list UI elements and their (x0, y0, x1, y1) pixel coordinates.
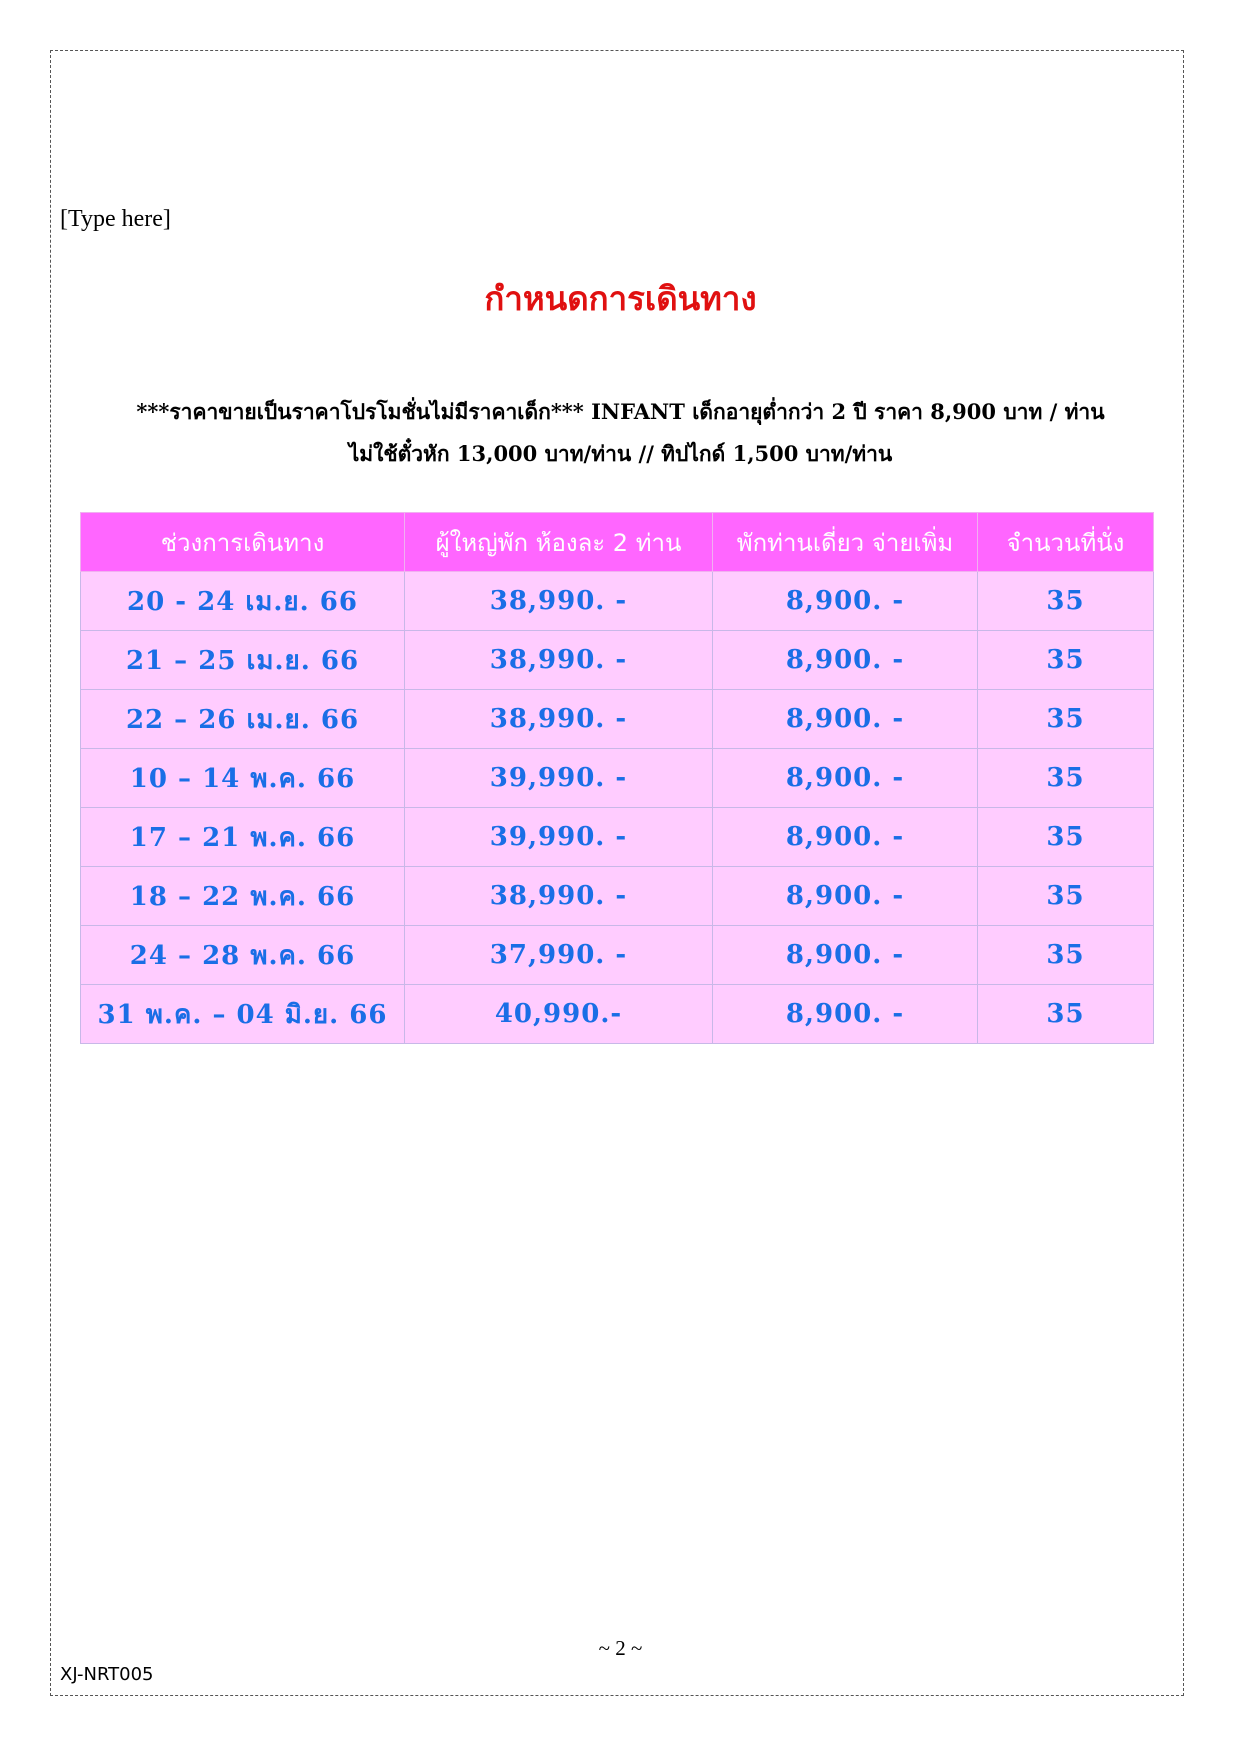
single-supplement-cell: 8,900. - (713, 926, 978, 985)
adult-price-cell: 38,990. - (405, 572, 713, 631)
table-row (81, 808, 1154, 867)
travel-period-cell: 20 - 24 เม.ย. 66 (81, 572, 405, 631)
single-supplement-cell: 8,900. - (713, 985, 978, 1044)
table-row (81, 690, 1154, 749)
column-header-seats: จำนวนที่นั่ง (978, 513, 1154, 572)
adult-price-cell: 38,990. - (405, 631, 713, 690)
table-row (81, 867, 1154, 926)
single-supplement-cell: 8,900. - (713, 690, 978, 749)
header-placeholder[interactable]: [Type here] (60, 206, 171, 232)
travel-period-cell: 17 – 21 พ.ค. 66 (81, 808, 405, 867)
table-row (81, 572, 1154, 631)
adult-price-cell: 39,990. - (405, 749, 713, 808)
single-supplement-cell: 8,900. - (713, 631, 978, 690)
seats-cell: 35 (978, 985, 1154, 1044)
seats-cell: 35 (978, 572, 1154, 631)
price-note-line-2: ไม่ใช้ตั๋วหัก 13,000 บาท/ท่าน // ทิปไกด์ 1,500 บาท/ท่าน (348, 441, 893, 466)
document-code: XJ-NRT005 (60, 1664, 154, 1685)
adult-price-cell: 40,990.- (405, 985, 713, 1044)
adult-price-cell: 38,990. - (405, 867, 713, 926)
table-row (81, 926, 1154, 985)
page-title: กำหนดการเดินทาง (484, 279, 757, 318)
adult-price-cell: 38,990. - (405, 690, 713, 749)
travel-period-cell: 22 – 26 เม.ย. 66 (81, 690, 405, 749)
column-header-travel-period: ช่วงการเดินทาง (81, 513, 405, 572)
travel-period-cell: 21 – 25 เม.ย. 66 (81, 631, 405, 690)
column-header-adult-twin-price: ผู้ใหญ่พัก ห้องละ 2 ท่าน (405, 513, 713, 572)
single-supplement-cell: 8,900. - (713, 867, 978, 926)
single-supplement-cell: 8,900. - (713, 808, 978, 867)
seats-cell: 35 (978, 808, 1154, 867)
single-supplement-cell: 8,900. - (713, 572, 978, 631)
page-number: ~ 2 ~ (598, 1636, 643, 1660)
travel-period-cell: 24 – 28 พ.ค. 66 (81, 926, 405, 985)
seats-cell: 35 (978, 926, 1154, 985)
table-row (81, 749, 1154, 808)
travel-period-cell: 31 พ.ค. – 04 มิ.ย. 66 (81, 985, 405, 1044)
table-row (81, 631, 1154, 690)
travel-period-cell: 18 – 22 พ.ค. 66 (81, 867, 405, 926)
adult-price-cell: 39,990. - (405, 808, 713, 867)
price-note-line-1: ***ราคาขายเป็นราคาโปรโมชั่นไม่มีราคาเด็ก*** INFANT เด็กอายุต่ำกว่า 2 ปี ราคา 8,900 บาท / ท่าน (136, 399, 1105, 424)
single-supplement-cell: 8,900. - (713, 749, 978, 808)
column-header-single-supplement: พักท่านเดี่ยว จ่ายเพิ่ม (713, 513, 978, 572)
travel-schedule-table (80, 512, 1154, 1044)
table-header-row (81, 513, 1154, 572)
table-row (81, 985, 1154, 1044)
adult-price-cell: 37,990. - (405, 926, 713, 985)
seats-cell: 35 (978, 867, 1154, 926)
seats-cell: 35 (978, 749, 1154, 808)
seats-cell: 35 (978, 631, 1154, 690)
travel-period-cell: 10 – 14 พ.ค. 66 (81, 749, 405, 808)
seats-cell: 35 (978, 690, 1154, 749)
